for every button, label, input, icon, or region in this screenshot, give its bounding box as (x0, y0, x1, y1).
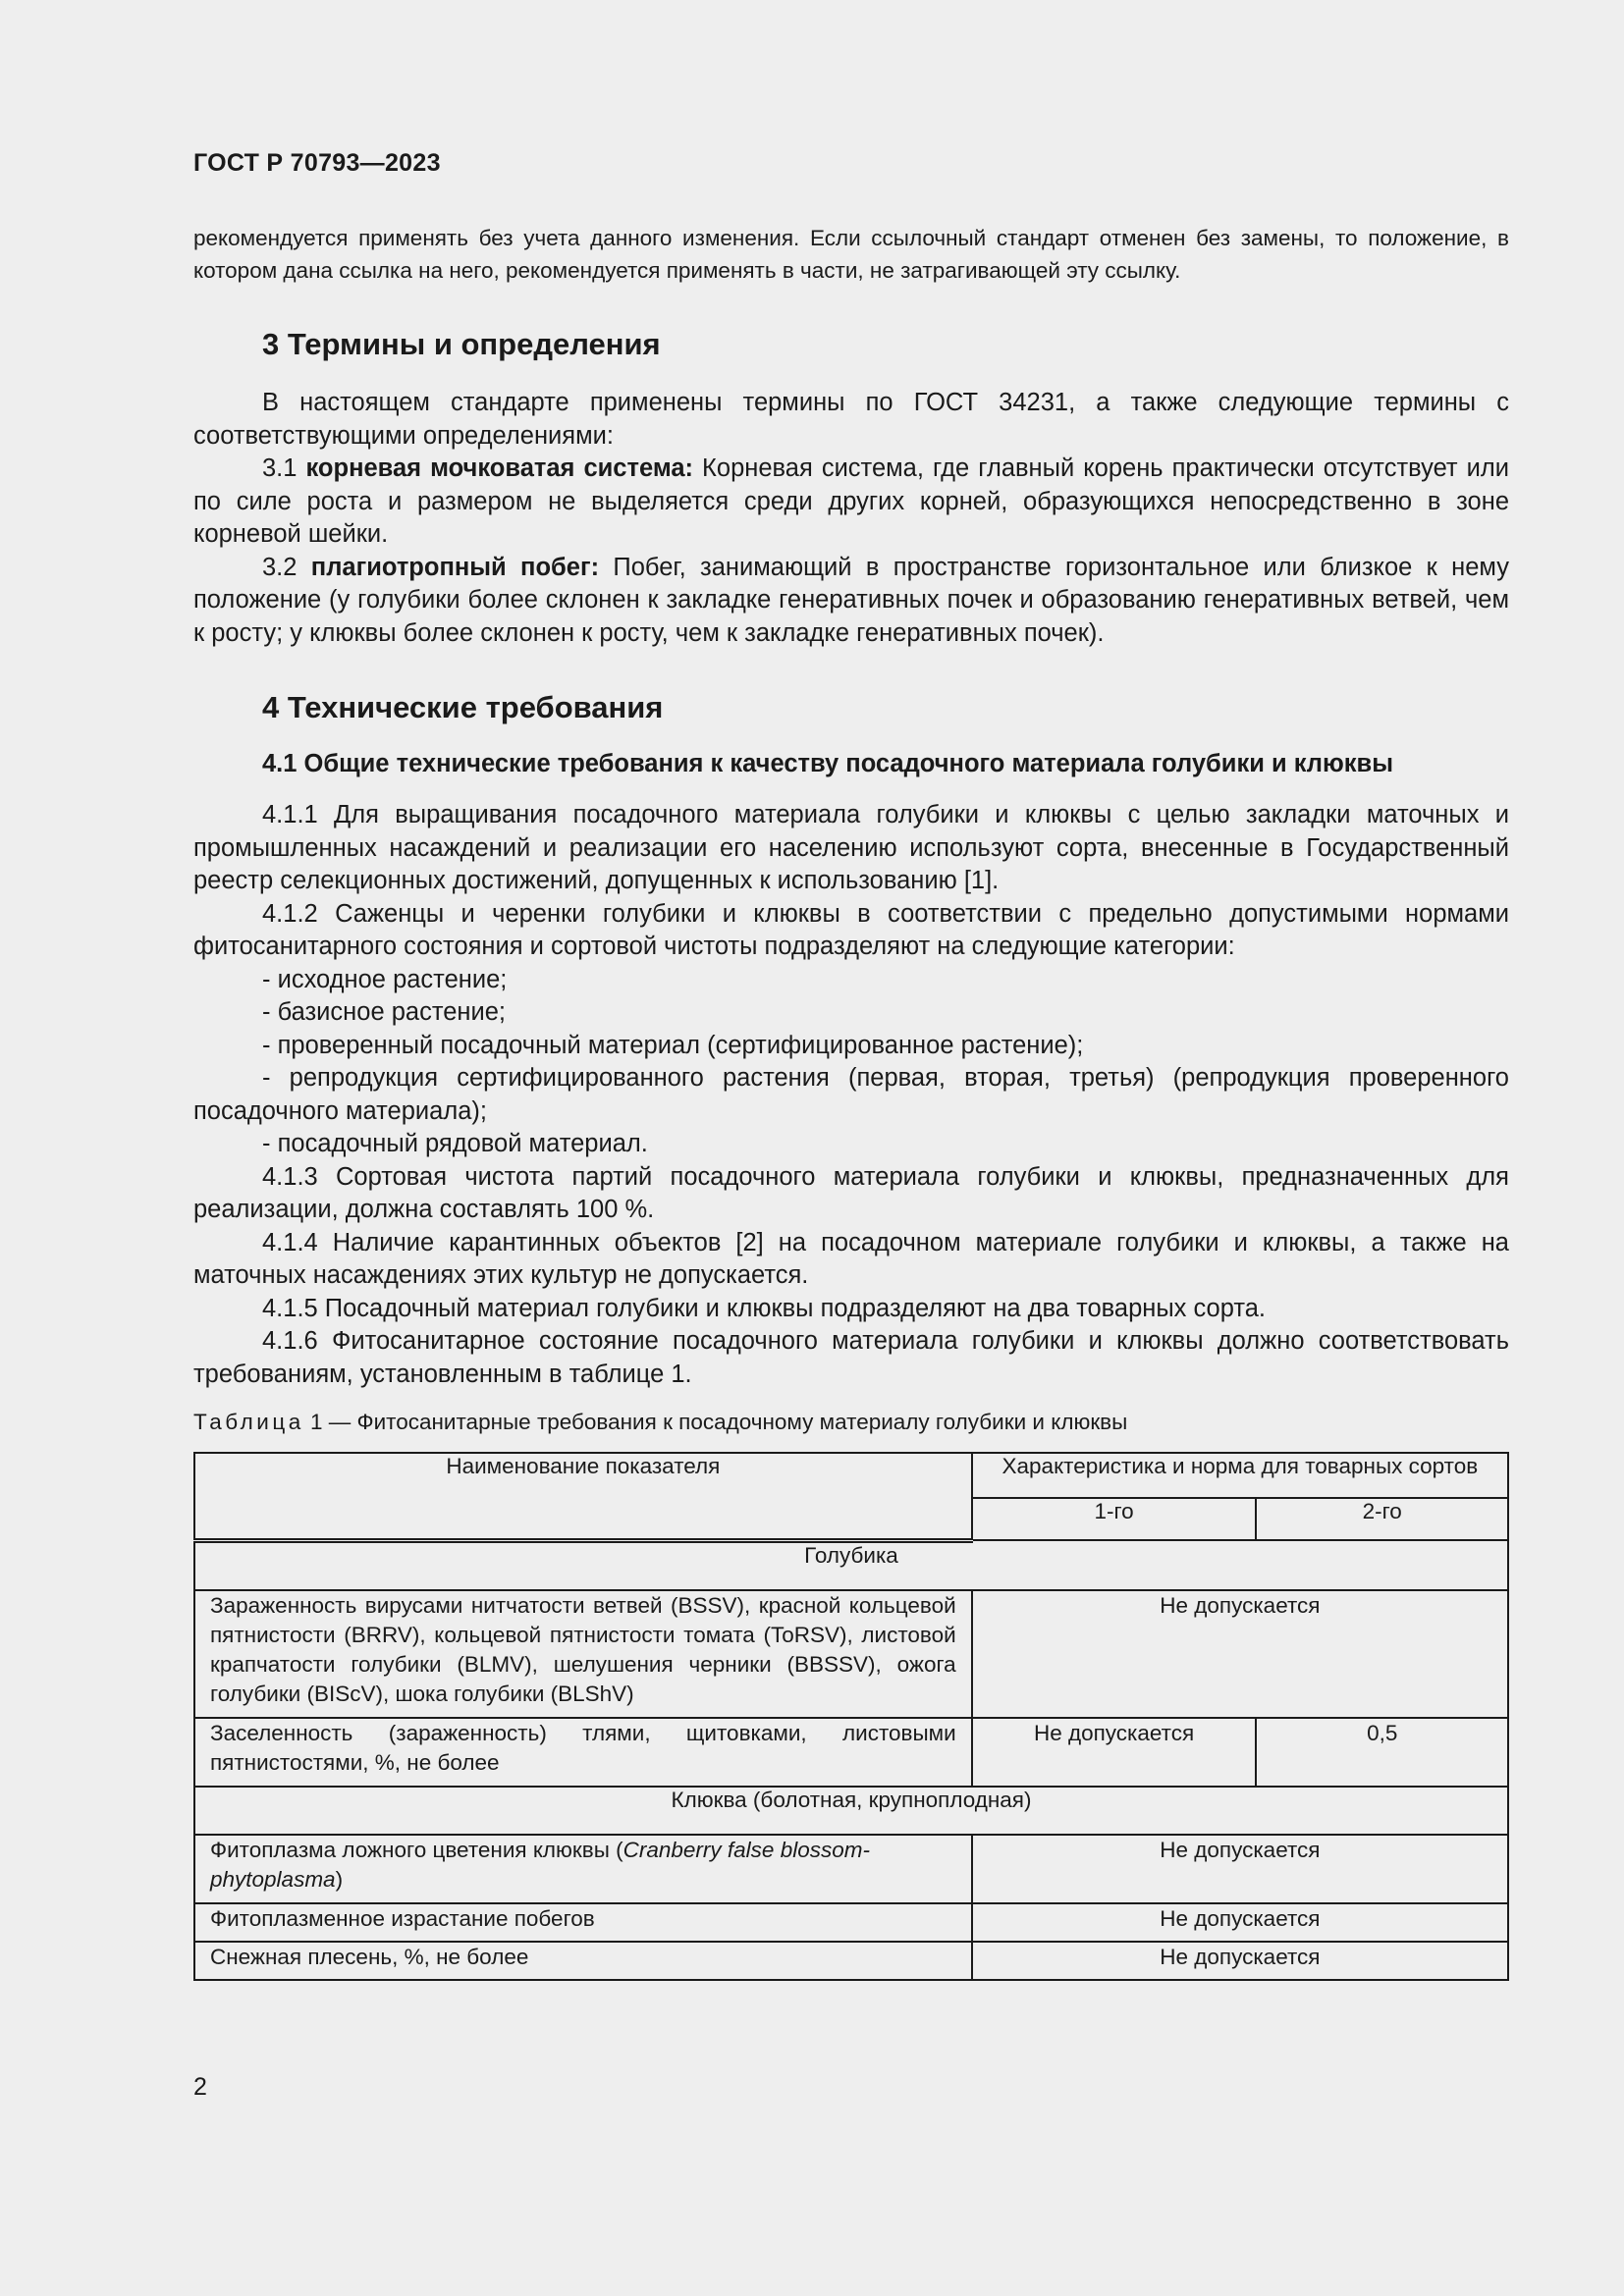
row-proliferation-name: Фитоплазменное израстание побегов (194, 1903, 972, 1942)
paragraph-4-1-3: 4.1.3 Сортовая чистота партий посадочного материала голубики и клюквы, предназначенных для реализации, должна составлять 100 %. (193, 1162, 1509, 1223)
row-pests-name: Заселенность (зараженность) тлями, щитовками, листовыми пятнистостями, %, не более (194, 1718, 972, 1787)
term-3-1-name: корневая мочковатая система: (305, 454, 694, 482)
list-item: - репродукция сертифицированного растения (первая, вторая, третья) (репродукция проверенного посадочного материала); (193, 1064, 1509, 1125)
list-item: - посадочный рядовой материал. (262, 1130, 648, 1157)
table-caption: Таблица 1 — Фитосанитарные требования к посадочному материалу голубики и клюквы (193, 1410, 1128, 1434)
paragraph-4-1-2: 4.1.2 Саженцы и черенки голубики и клюквы в соответствии с предельно допустимыми нормами фитосанитарного состояния и сортовой чистоты подразделяют на следующие категории: (193, 899, 1509, 960)
row-pests-grade-2: 0,5 (1256, 1718, 1508, 1787)
paragraph-4-1-1: 4.1.1 Для выращивания посадочного материала голубики и клюквы с целью закладки маточных и промышленных насаждений и реализации его населению используют сорта, внесенные в Государственный реестр селекционных достижений, допущенных к использованию [1]. (193, 801, 1509, 894)
row-viruses-name: Зараженность вирусами нитчатости ветвей (BSSV), красной кольцевой пятнистости (BRRV), кольцевой пятнистости томата (ToRSV), листовой крапчатости голубики (BLMV), шелушения черники (BBSSV), ожога голубики (BIScV), шока голубики (BLShV) (194, 1590, 972, 1718)
row-snow-mold-value: Не допускается (972, 1942, 1508, 1980)
group-blueberry: Голубика (194, 1540, 1508, 1590)
table-group-row (194, 1540, 1508, 1590)
document-page (193, 0, 1509, 2296)
group-cranberry: Клюква (болотная, крупноплодная) (194, 1787, 1508, 1835)
section-3-intro: В настоящем стандарте применены термины по ГОСТ 34231, а также следующие термины с соответствующими определениями: (193, 389, 1509, 450)
list-item: - базисное растение; (262, 998, 506, 1026)
paragraph-4-1-4: 4.1.4 Наличие карантинных объектов [2] на посадочном материале голубики и клюквы, а также на маточных насаждениях этих культур не допускается. (193, 1228, 1509, 1289)
phytosanitary-table (193, 1452, 1509, 1981)
page-number: 2 (193, 2073, 207, 2101)
table-group-row (194, 1787, 1508, 1835)
section-3-title: 3 Термины и определения (262, 327, 661, 361)
table-row (194, 1718, 1508, 1787)
row-snow-mold-name: Снежная плесень, %, не более (194, 1942, 972, 1980)
term-3-1: 3.1 корневая мочковатая система: Корневая система, где главный корень практически отсутствует или по силе роста и размером не выделяется среди других корней, образующихся непосредственно в зоне корневой шейки. (193, 454, 1509, 548)
row-phytoplasma-name: Фитоплазма ложного цветения клюквы (Cranberry false blossom-phytoplasma) (194, 1835, 972, 1903)
section-4-body (193, 799, 1509, 1391)
header-indicator-name: Наименование показателя (194, 1453, 972, 1540)
term-3-2: 3.2 плагиотропный побег: Побег, занимающий в пространстве горизонтальное или близкое к нему положение (у голубики более склонен к закладке генеративных почек и образованию генеративных ветвей, чем к росту; у клюквы более склонен к росту, чем к закладке генеративных почек). (193, 553, 1509, 647)
section-4-title: 4 Технические требования (262, 690, 664, 724)
header-grade-2: 2-го (1256, 1498, 1508, 1540)
term-3-2-name: плагиотропный побег: (310, 553, 600, 581)
table-row (194, 1835, 1508, 1903)
row-proliferation-value: Не допускается (972, 1903, 1508, 1942)
continuation-paragraph: рекомендуется применять без учета данного изменения. Если ссылочный стандарт отменен без замены, то положение, в котором дана ссылка на него, рекомендуется применять в части, не затрагивающей эту ссылку. (193, 226, 1509, 283)
header-characteristic: Характеристика и норма для товарных сортов (972, 1453, 1508, 1498)
row-viruses-value: Не допускается (972, 1590, 1508, 1718)
document-header: ГОСТ Р 70793—2023 (193, 149, 441, 177)
table-row (194, 1942, 1508, 1980)
table-header-row (194, 1453, 1508, 1498)
list-item: - исходное растение; (262, 965, 508, 993)
section-3-body (193, 387, 1509, 650)
row-pests-grade-1: Не допускается (972, 1718, 1257, 1787)
term-3-1-definition: Корневая система, где главный корень практически отсутствует или по силе роста и размером не выделяется среди других корней, образующихся непосредственно в зоне корневой шейки. (193, 454, 1509, 548)
term-3-2-definition: Побег, занимающий в пространстве горизонтальное или близкое к нему положение (у голубики более склонен к закладке генеративных почек и образованию генеративных ветвей, чем к росту; у клюквы более склонен к росту, чем к закладке генеративных почек). (193, 553, 1509, 647)
row-phytoplasma-value: Не допускается (972, 1835, 1508, 1903)
paragraph-4-1-6: 4.1.6 Фитосанитарное состояние посадочного материала голубики и клюквы должно соответствовать требованиям, установленным в таблице 1. (193, 1327, 1509, 1388)
subsection-4-1-title: 4.1 Общие технические требования к качеству посадочного материала голубики и клюквы (262, 750, 1393, 777)
list-item: - проверенный посадочный материал (сертифицированное растение); (262, 1031, 1084, 1059)
paragraph-4-1-5: 4.1.5 Посадочный материал голубики и клюквы подразделяют на два товарных сорта. (262, 1294, 1267, 1322)
table-row (194, 1590, 1508, 1718)
table-row (194, 1903, 1508, 1942)
header-grade-1: 1-го (972, 1498, 1257, 1540)
